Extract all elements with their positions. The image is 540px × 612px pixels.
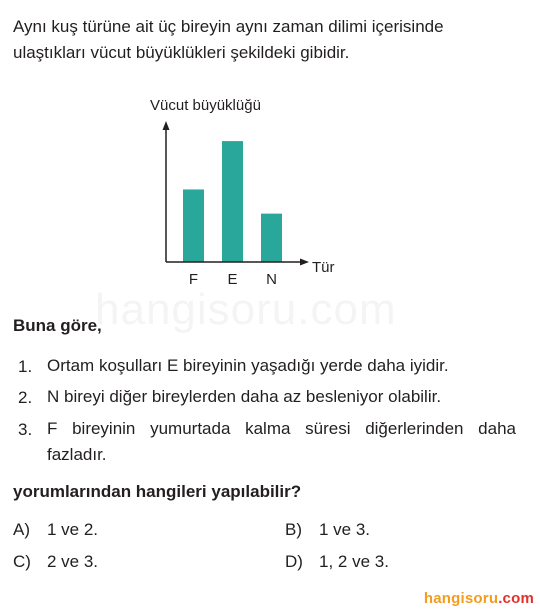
option-letter: A) [13, 520, 30, 539]
bar-n [261, 214, 282, 262]
x-axis-arrow [300, 259, 309, 266]
statement-number: 1. [18, 357, 33, 376]
question-text: yorumlarından hangileri yapılabilir? [13, 482, 302, 501]
y-axis-arrow [163, 121, 170, 130]
option-d[interactable] [285, 552, 389, 572]
logo-domain: .com [498, 590, 534, 607]
intro-line-1: Aynı kuş türüne ait üç bireyin aynı zaman dilimi içerisinde [13, 17, 444, 36]
x-tick-label: F [188, 271, 199, 288]
intro-line-2: ulaştıkları vücut büyüklükleri şekildeki gibidir. [13, 43, 350, 62]
y-axis-label: Vücut büyüklüğü [150, 97, 261, 114]
lead-text: Buna göre, [13, 316, 102, 335]
x-axis-label: Tür [312, 259, 335, 276]
option-text: 2 ve 3. [47, 552, 99, 571]
option-c[interactable] [13, 552, 98, 572]
option-letter: B) [285, 520, 302, 539]
x-tick-label: N [266, 271, 277, 288]
statement-number: 2. [18, 388, 33, 407]
bar-e [222, 141, 243, 262]
option-a[interactable] [13, 520, 98, 540]
bar-f [183, 189, 204, 262]
option-letter: C) [13, 552, 31, 571]
option-text: 1, 2 ve 3. [319, 552, 389, 571]
option-text: 1 ve 3. [319, 520, 371, 539]
statement-text: N bireyi diğer bireylerden daha az besleniyor olabilir. [47, 387, 442, 406]
logo-name: hangisoru [423, 590, 499, 607]
x-tick-label: E [227, 271, 238, 288]
bar-chart [0, 0, 540, 300]
statement-text: F bireyinin yumurtada kalma süresi diğerlerinden daha fazladır. [47, 419, 516, 464]
bars [183, 141, 282, 262]
site-logo [424, 590, 534, 607]
option-text: 1 ve 2. [47, 520, 99, 539]
statement-number: 3. [18, 420, 33, 439]
option-b[interactable] [285, 520, 370, 540]
statement-text: Ortam koşulları E bireyinin yaşadığı yerde daha iyidir. [47, 356, 449, 375]
watermark [95, 285, 397, 335]
option-letter: D) [285, 552, 303, 571]
